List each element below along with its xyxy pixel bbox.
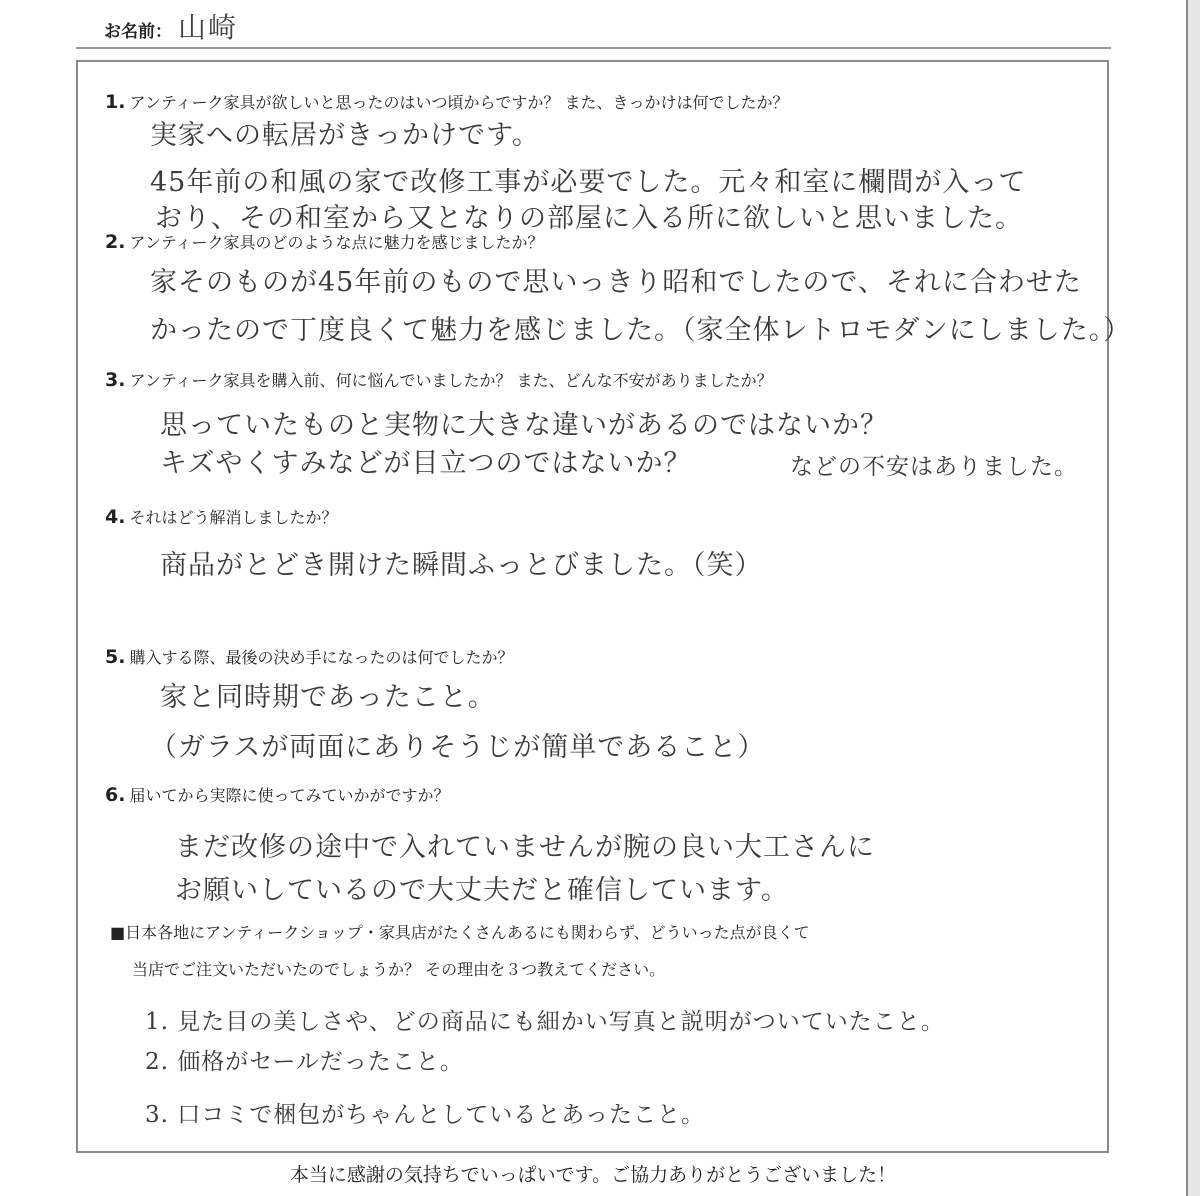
question-number: 4. xyxy=(105,506,126,528)
answer-2-line-2: かったので丁度良くて魅力を感じました。（家全体レトロモダンにしました。） xyxy=(150,315,1132,346)
name-label: お名前： xyxy=(104,22,172,42)
bonus-answer-line-2: 2. 価格がセールだったこと。 xyxy=(145,1049,464,1075)
question-5 xyxy=(105,645,513,668)
question-text: アンティーク家具を購入前、何に悩んでいましたか？ また、どんな不安がありましたか？ xyxy=(129,371,773,390)
answer-6-line-2: お願いしているので大丈夫だと確信しています。 xyxy=(175,875,789,906)
answer-6-line-1: まだ改修の途中で入れていませんが腕の良い大工さんに xyxy=(175,832,875,863)
question-text: 届いてから実際に使ってみていかがですか？ xyxy=(129,786,450,805)
question-number: 6. xyxy=(105,784,126,806)
bonus-answer-line-1: 1. 見た目の美しさや、どの商品にも細かい写真と説明がついていたこと。 xyxy=(145,1009,945,1035)
question-1 xyxy=(105,90,788,113)
answer-2-line-1: 家そのものが45年前のもので思いっきり昭和でしたので、それに合わせた xyxy=(150,267,1082,298)
answer-1-line-1: 実家への転居がきっかけです。 xyxy=(150,120,540,151)
question-number: 1. xyxy=(105,91,126,113)
question-text: アンティーク家具のどのような点に魅力を感じましたか？ xyxy=(129,233,544,252)
answer-3-line-2: キズやくすみなどが目立つのではないか？ xyxy=(160,448,692,479)
answer-5-line-2: （ガラスが両面にありそうじが簡単であること） xyxy=(150,732,766,763)
answer-5-line-1: 家と同時期であったこと。 xyxy=(160,682,496,713)
question-number: 3. xyxy=(105,369,126,391)
answer-4-line-1: 商品がとどき開けた瞬間ふっとびました。（笑） xyxy=(160,550,763,581)
question-3 xyxy=(105,368,773,391)
name-value: 山崎 xyxy=(178,11,239,44)
question-2 xyxy=(105,230,544,253)
question-4 xyxy=(105,505,337,528)
answer-1-line-3: おり、その和室から又となりの部屋に入る所に欲しいと思いました。 xyxy=(155,203,1023,234)
question-6 xyxy=(105,783,449,806)
question-number: 5. xyxy=(105,646,126,668)
bonus-question-line-1: ■日本各地にアンティークショップ・家具店がたくさんあるにも関わらず、どういった点が良くて xyxy=(110,923,810,942)
answer-1-line-2: 45年前の和風の家で改修工事が必要でした。元々和室に欄間が入って xyxy=(150,167,1027,198)
bonus-answer-line-3: 3. 口コミで梱包がちゃんとしているとあったこと。 xyxy=(145,1102,706,1128)
bonus-question-line-2: 当店でご注文いただいたのでしょうか？ その理由を３つ教えてください。 xyxy=(132,960,666,979)
name-row xyxy=(104,6,238,46)
answer-3-line-3: などの不安はありました。 xyxy=(790,454,1078,480)
footer-thanks: 本当に感謝の気持ちでいっぱいです。ご協力ありがとうございました！ xyxy=(289,1164,897,1186)
question-text: 購入する際、最後の決め手になったのは何でしたか？ xyxy=(129,648,514,667)
name-underline xyxy=(76,47,1111,49)
scan-edge xyxy=(1186,0,1200,1196)
answer-3-line-1: 思っていたものと実物に大きな違いがあるのではないか？ xyxy=(160,410,888,441)
question-text: アンティーク家具が欲しいと思ったのはいつ頃からですか？ また、きっかけは何でしたか？ xyxy=(129,93,789,112)
question-text: それはどう解消しましたか？ xyxy=(129,508,338,527)
question-number: 2. xyxy=(105,231,126,253)
